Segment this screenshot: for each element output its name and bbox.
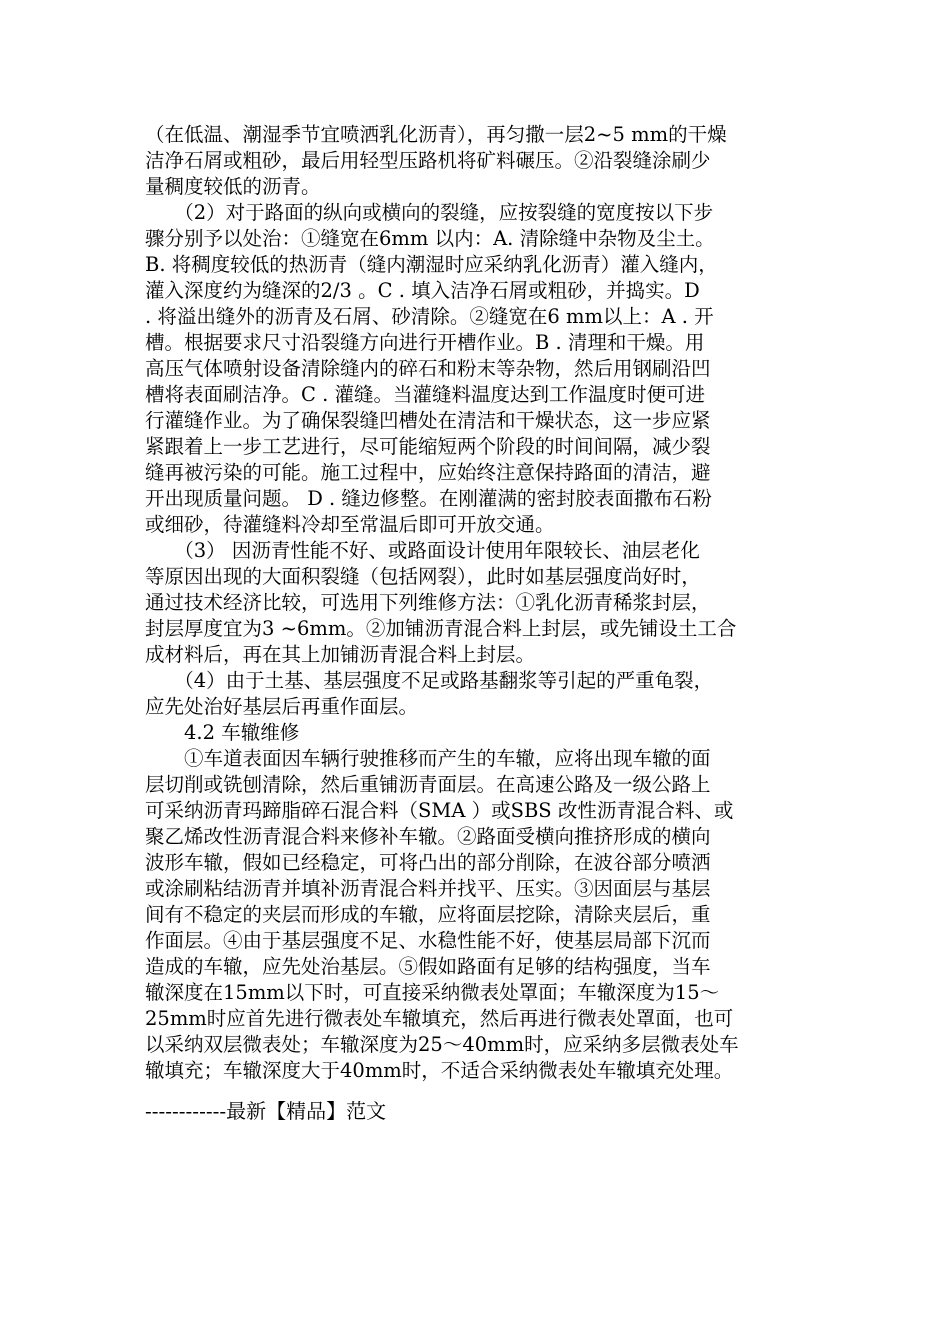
text-line: B. 将稠度较低的热沥青（缝内潮湿时应采纳乳化沥青）灌入缝内， [145, 253, 718, 276]
text-line: 可采纳沥青玛蹄脂碎石混合料（SMA ）或SBS 改性沥青混合料、或 [145, 799, 734, 822]
text-line: （2）对于路面的纵向或横向的裂缝，应按裂缝的宽度按以下步 [145, 201, 714, 224]
text-line: 高压气体喷射设备清除缝内的碎石和粉末等杂物，然后用钢刷沿凹 [145, 357, 711, 380]
text-line: 造成的车辙，应先处治基层。⑤假如路面有足够的结构强度，当车 [145, 955, 711, 978]
text-line: 25mm时应首先进行微表处车辙填充，然后再进行微表处罩面，也可 [145, 1007, 734, 1030]
text-line: ①车道表面因车辆行驶推移而产生的车辙，应将出现车辙的面 [145, 747, 711, 770]
text-line: （在低温、潮湿季节宜喷洒乳化沥青），再匀撒一层2~5 mm的干燥 [145, 123, 727, 146]
text-line: 紧跟着上一步工艺进行，尽可能缩短两个阶段的时间间隔，减少裂 [145, 435, 711, 458]
text-line: 行灌缝作业。为了确保裂缝凹槽处在清洁和干燥状态，这一步应紧 [145, 409, 711, 432]
text-line: 或涂刷粘结沥青并填补沥青混合料并找平、压实。③因面层与基层 [145, 877, 711, 900]
text-line: 辙深度在15mm以下时，可直接采纳微表处罩面；车辙深度为15～ [145, 981, 720, 1004]
text-line: 成材料后，再在其上加铺沥青混合料上封层。 [145, 643, 536, 666]
text-line: 槽。根据要求尺寸沿裂缝方向进行开槽作业。B . 清理和干燥。用 [145, 331, 705, 354]
text-line: 作面层。④由于基层强度不足、水稳性能不好，使基层局部下沉而 [145, 929, 711, 952]
text-line: 辙填充；车辙深度大于40mm时，不适合采纳微表处车辙填充处理。 [145, 1059, 734, 1082]
document-body [145, 122, 810, 1084]
text-line: 聚乙烯改性沥青混合料来修补车辙。②路面受横向推挤形成的横向 [145, 825, 711, 848]
text-line: . 将溢出缝外的沥青及石屑、砂清除。②缝宽在6 mm以上：A . 开 [145, 305, 714, 328]
text-line: 或细砂，待灌缝料冷却至常温后即可开放交通。 [145, 513, 555, 536]
text-line: 洁净石屑或粗砂，最后用轻型压路机将矿料碾压。②沿裂缝涂刷少 [145, 149, 711, 172]
text-line: 应先处治好基层后再重作面层。 [145, 695, 419, 718]
text-line: 骤分别予以处治：①缝宽在6mm 以内：A. 清除缝中杂物及尘土。 [145, 227, 715, 250]
text-line: 量稠度较低的沥青。 [145, 175, 321, 198]
text-line: 等原因出现的大面积裂缝（包括网裂），此时如基层强度尚好时， [145, 565, 701, 588]
text-line: 开出现质量问题。 D . 缝边修整。在刚灌满的密封胶表面撒布石粉 [145, 487, 712, 510]
section-heading: 4.2 车辙维修 [145, 721, 300, 744]
text-line: 灌入深度约为缝深的2/3 。C . 填入洁净石屑或粗砂，并捣实。D [145, 279, 700, 302]
text-line: （3） 因沥青性能不好、或路面设计使用年限较长、油层老化 [145, 539, 700, 562]
text-line: 槽将表面刷洁净。C . 灌缝。当灌缝料温度达到工作温度时便可进 [145, 383, 706, 406]
text-line: 通过技术经济比较，可选用下列维修方法：①乳化沥青稀浆封层， [145, 591, 711, 614]
text-line: 缝再被污染的可能。施工过程中，应始终注意保持路面的清洁，避 [145, 461, 711, 484]
text-line: 以采纳双层微表处；车辙深度为25～40mm时，应采纳多层微表处车 [145, 1033, 739, 1056]
text-line: 间有不稳定的夹层而形成的车辙，应将面层挖除，清除夹层后，重 [145, 903, 711, 926]
text-line: 层切削或铣刨清除，然后重铺沥青面层。在高速公路及一级公路上 [145, 773, 711, 796]
page-footer: ------------最新【精品】范文 [145, 1099, 387, 1123]
text-line: 封层厚度宜为3 ~6mm。②加铺沥青混合料上封层，或先铺设土工合 [145, 617, 737, 640]
text-line: （4）由于土基、基层强度不足或路基翻浆等引起的严重龟裂， [145, 669, 714, 692]
text-line: 波形车辙，假如已经稳定，可将凸出的部分削除，在波谷部分喷洒 [145, 851, 711, 874]
